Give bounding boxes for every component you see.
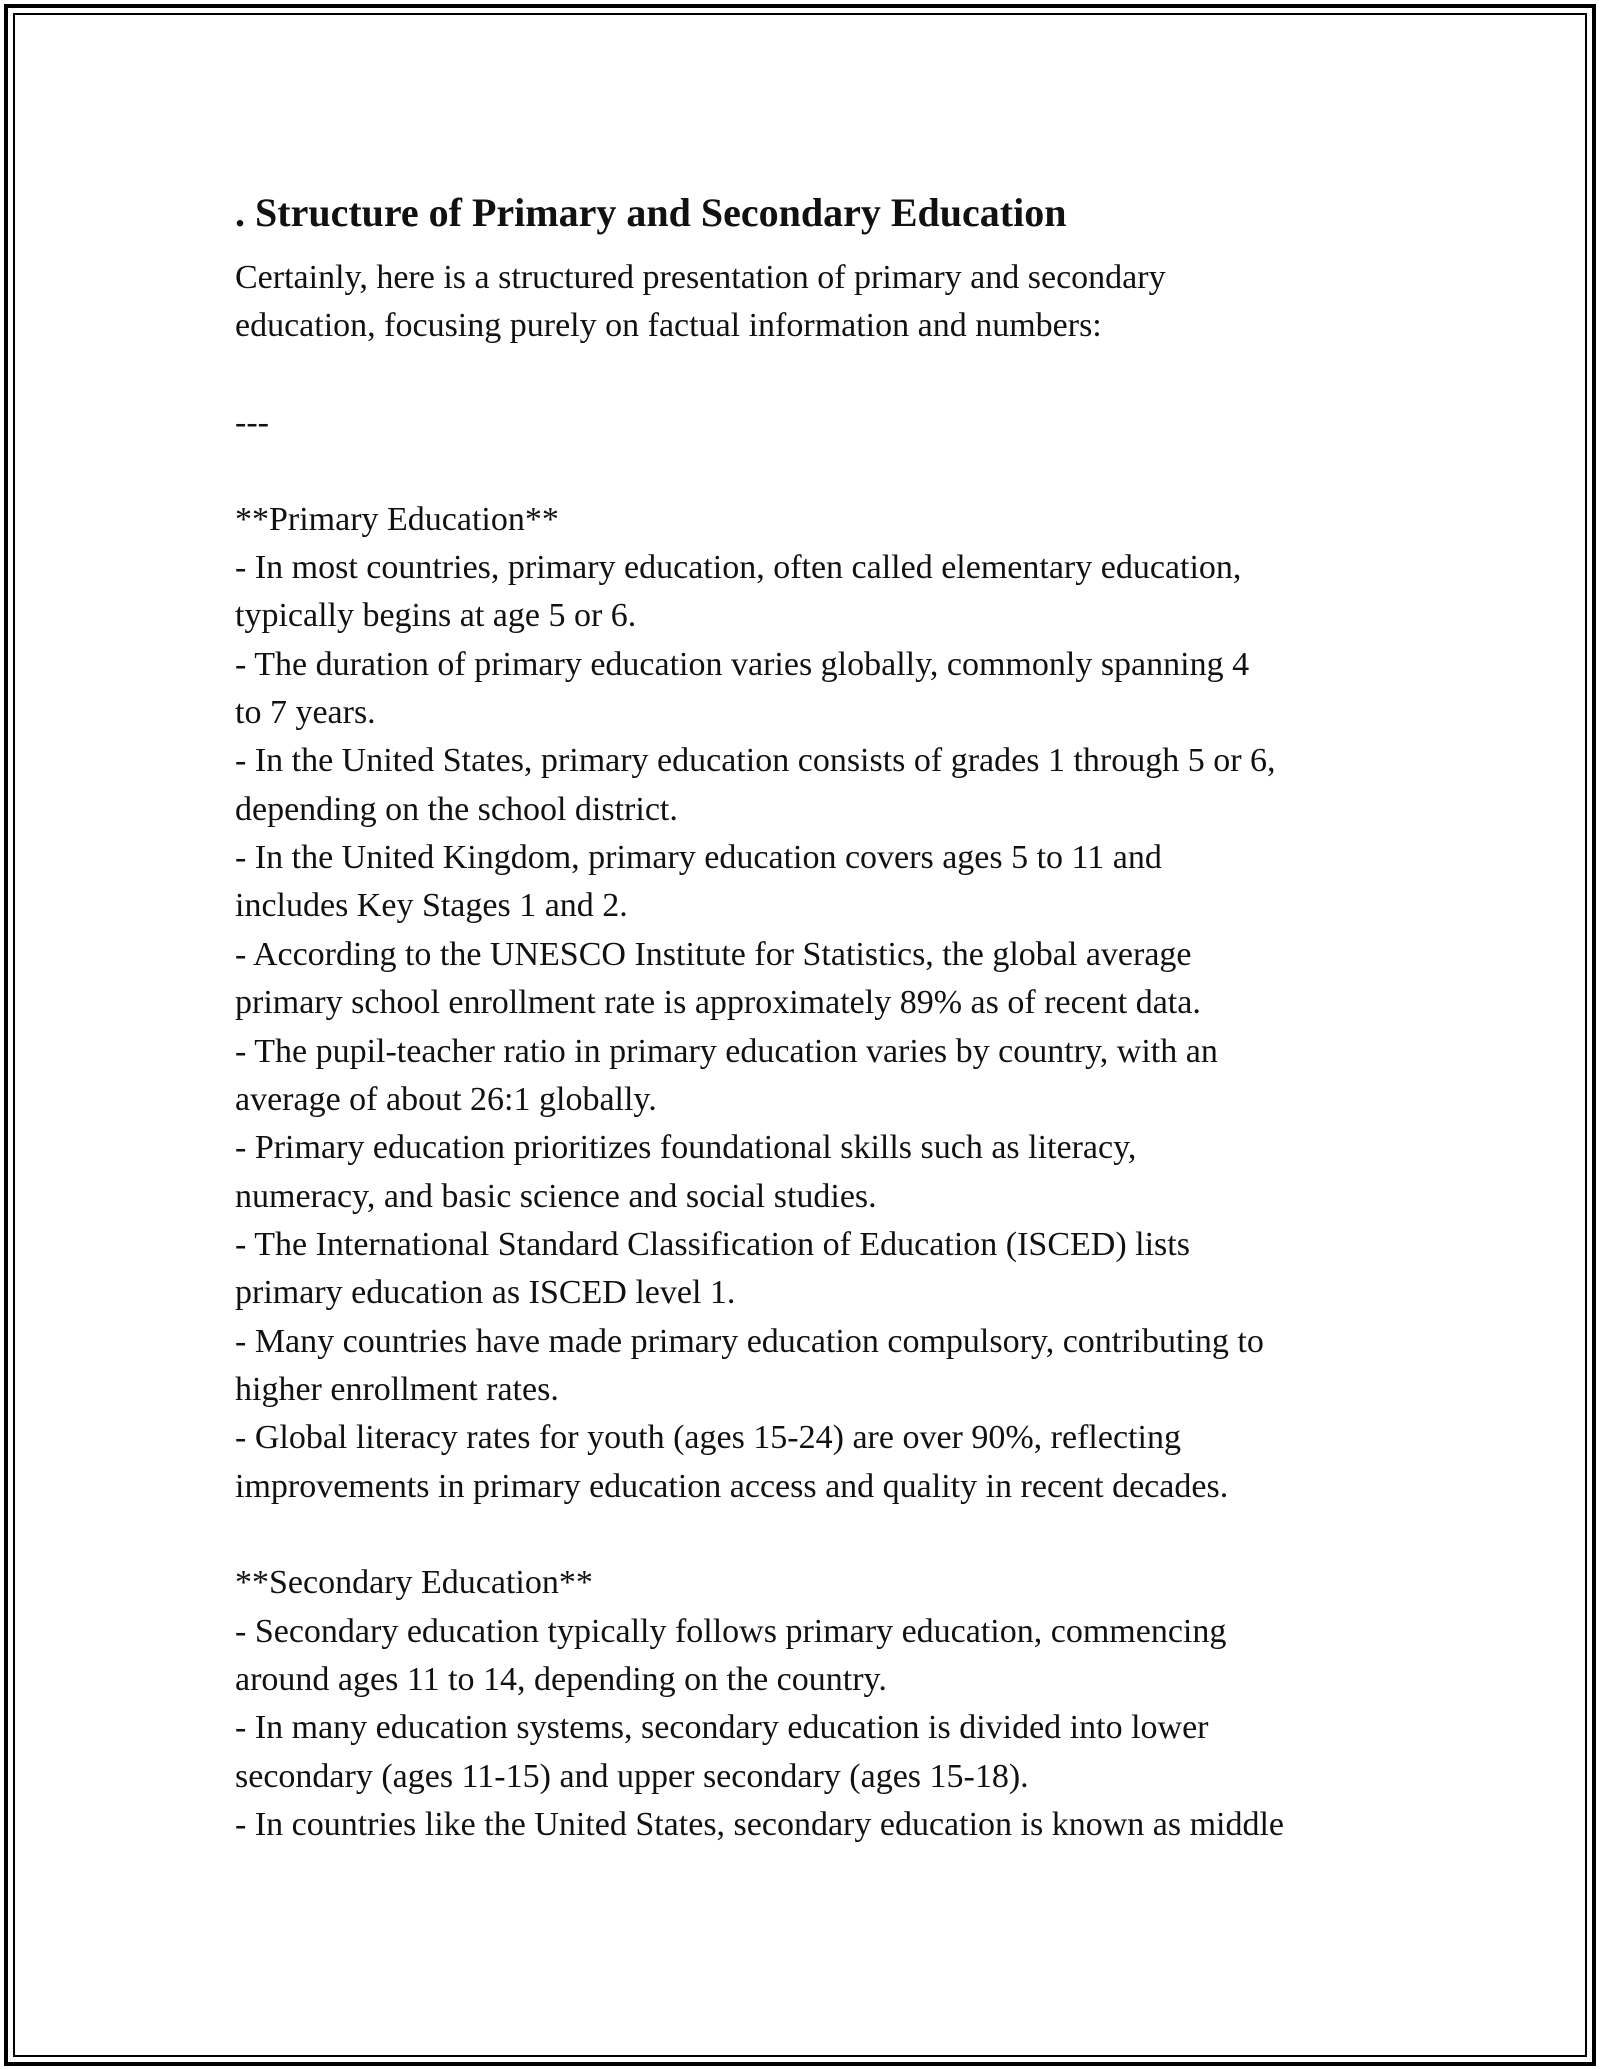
primary-line: improvements in primary education access and quality in recent decades. [235, 1467, 1229, 1505]
primary-line: typically begins at age 5 or 6. [235, 597, 637, 635]
blank-line [235, 447, 1375, 495]
primary-line: higher enrollment rates. [235, 1370, 559, 1408]
primary-line: - Many countries have made primary education compulsory, contributing to [235, 1322, 1264, 1360]
intro-line: Certainly, here is a structured presentation of primary and secondary [235, 259, 1166, 296]
primary-line: - Global literacy rates for youth (ages 15-24) are over 90%, reflecting [235, 1419, 1181, 1457]
primary-line: - The International Standard Classification of Education (ISCED) lists [235, 1225, 1190, 1263]
primary-line: - The pupil-teacher ratio in primary education varies by country, with an [235, 1032, 1218, 1070]
primary-line: average of about 26:1 globally. [235, 1080, 657, 1118]
primary-line: primary education as ISCED level 1. [235, 1274, 736, 1312]
document-page [235, 184, 1375, 1849]
primary-line: - According to the UNESCO Institute for Statistics, the global average [235, 935, 1192, 973]
primary-line: to 7 years. [235, 694, 376, 732]
secondary-line: - In many education systems, secondary education is divided into lower [235, 1709, 1209, 1747]
secondary-line: around ages 11 to 14, depending on the country. [235, 1660, 887, 1698]
primary-line: - In the United States, primary education consists of grades 1 through 5 or 6, [235, 742, 1276, 780]
document-body [235, 254, 1375, 1849]
primary-line: numeracy, and basic science and social studies. [235, 1177, 877, 1215]
blank-line [235, 1511, 1375, 1559]
primary-line: - The duration of primary education varies globally, commonly spanning 4 [235, 645, 1250, 683]
primary-heading: **Primary Education** [235, 500, 559, 538]
blank-line [235, 351, 1375, 399]
document-title: . Structure of Primary and Secondary Education [235, 190, 1067, 235]
secondary-line: secondary (ages 11-15) and upper secondary (ages 15-18). [235, 1757, 1029, 1795]
secondary-heading: **Secondary Education** [235, 1564, 593, 1602]
primary-line: depending on the school district. [235, 790, 678, 828]
secondary-line: - In countries like the United States, secondary education is known as middle [235, 1806, 1285, 1843]
secondary-line: - Secondary education typically follows primary education, commencing [235, 1612, 1227, 1650]
intro-line: education, focusing purely on factual information and numbers: [235, 307, 1102, 345]
primary-line: primary school enrollment rate is approximately 89% as of recent data. [235, 984, 1201, 1022]
primary-line: - In the United Kingdom, primary education covers ages 5 to 11 and [235, 839, 1162, 877]
separator: --- [235, 404, 269, 442]
primary-line: - In most countries, primary education, often called elementary education, [235, 549, 1242, 587]
primary-line: - Primary education prioritizes foundational skills such as literacy, [235, 1129, 1137, 1167]
primary-line: includes Key Stages 1 and 2. [235, 887, 628, 925]
